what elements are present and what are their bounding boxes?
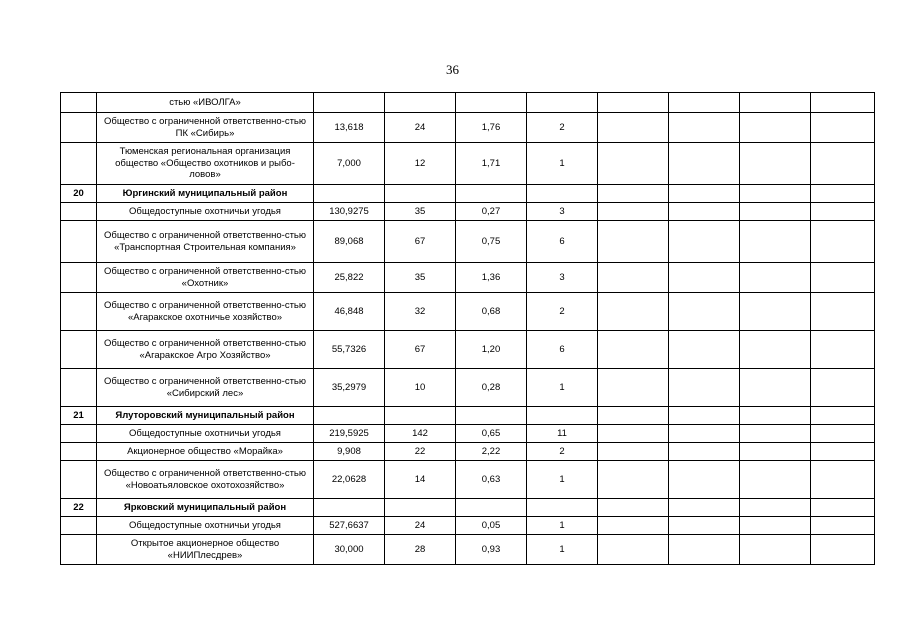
cell-empty: [598, 293, 669, 331]
cell-c3: 0,68: [456, 293, 527, 331]
cell-num: [61, 443, 97, 461]
cell-c3: [456, 93, 527, 113]
cell-name: Ялуторовский муниципальный район: [97, 407, 314, 425]
cell-empty: [598, 113, 669, 143]
cell-c2: 10: [385, 369, 456, 407]
cell-c1: 89,068: [314, 221, 385, 263]
cell-empty: [669, 517, 740, 535]
cell-c3: [456, 185, 527, 203]
cell-num: [61, 461, 97, 499]
cell-c4: 6: [527, 221, 598, 263]
cell-empty: [669, 113, 740, 143]
table-row: [61, 203, 875, 221]
cell-empty: [598, 517, 669, 535]
cell-c3: 0,65: [456, 425, 527, 443]
cell-empty: [811, 93, 875, 113]
table-row: [61, 331, 875, 369]
table-row: [61, 535, 875, 565]
cell-empty: [669, 143, 740, 185]
cell-num: [61, 263, 97, 293]
cell-c4: 3: [527, 263, 598, 293]
cell-c1: 13,618: [314, 113, 385, 143]
cell-c2: [385, 185, 456, 203]
cell-empty: [598, 425, 669, 443]
cell-empty: [669, 93, 740, 113]
cell-empty: [740, 407, 811, 425]
table-body: [61, 93, 875, 565]
cell-c4: 1: [527, 369, 598, 407]
cell-c1: [314, 407, 385, 425]
page-number: 36: [446, 62, 459, 77]
cell-empty: [598, 185, 669, 203]
cell-num: [61, 113, 97, 143]
cell-c3: 1,76: [456, 113, 527, 143]
table-row: [61, 263, 875, 293]
district-row: [61, 185, 875, 203]
cell-name: Общедоступные охотничьи угодья: [97, 425, 314, 443]
cell-empty: [740, 517, 811, 535]
cell-empty: [669, 293, 740, 331]
cell-empty: [811, 263, 875, 293]
cell-empty: [811, 499, 875, 517]
cell-empty: [740, 461, 811, 499]
cell-c4: 2: [527, 113, 598, 143]
cell-empty: [669, 369, 740, 407]
cell-c2: 32: [385, 293, 456, 331]
cell-num: [61, 203, 97, 221]
cell-c2: [385, 93, 456, 113]
cell-c4: 1: [527, 461, 598, 499]
cell-c4: 1: [527, 535, 598, 565]
cell-num: [61, 425, 97, 443]
cell-c4: 2: [527, 293, 598, 331]
cell-c3: 0,27: [456, 203, 527, 221]
cell-name: Открытое акционерное общество «НИИПлесдрев»: [97, 535, 314, 565]
cell-empty: [740, 143, 811, 185]
cell-c1: 30,000: [314, 535, 385, 565]
cell-empty: [598, 461, 669, 499]
cell-empty: [669, 203, 740, 221]
cell-name: Общедоступные охотничьи угодья: [97, 203, 314, 221]
cell-empty: [740, 221, 811, 263]
cell-c1: 35,2979: [314, 369, 385, 407]
cell-c4: [527, 499, 598, 517]
cell-empty: [740, 425, 811, 443]
table-row: [61, 143, 875, 185]
cell-c4: 6: [527, 331, 598, 369]
cell-empty: [811, 331, 875, 369]
cell-empty: [669, 499, 740, 517]
cell-empty: [598, 143, 669, 185]
table-row: [61, 517, 875, 535]
cell-empty: [811, 369, 875, 407]
cell-empty: [740, 443, 811, 461]
hunting-grounds-table: [60, 92, 875, 565]
cell-empty: [740, 203, 811, 221]
cell-empty: [598, 535, 669, 565]
cell-num: [61, 221, 97, 263]
cell-name: Общество с ограниченной ответственно-стью «Сибирский лес»: [97, 369, 314, 407]
cell-empty: [598, 443, 669, 461]
cell-c1: 9,908: [314, 443, 385, 461]
cell-num: 20: [61, 185, 97, 203]
cell-empty: [811, 143, 875, 185]
cell-name: Тюменская региональная организация общество «Общество охотников и рыбо-ловов»: [97, 143, 314, 185]
cell-c1: 22,0628: [314, 461, 385, 499]
cell-c1: 7,000: [314, 143, 385, 185]
cell-empty: [598, 93, 669, 113]
cell-empty: [811, 535, 875, 565]
cell-c2: 12: [385, 143, 456, 185]
cell-c2: 35: [385, 203, 456, 221]
cell-name: Акционерное общество «Морайка»: [97, 443, 314, 461]
cell-empty: [740, 113, 811, 143]
cell-c1: 219,5925: [314, 425, 385, 443]
cell-c4: [527, 93, 598, 113]
cell-name: Общедоступные охотничьи угодья: [97, 517, 314, 535]
district-row: [61, 499, 875, 517]
cell-name: Общество с ограниченной ответственно-стью «Агаракское Агро Хозяйство»: [97, 331, 314, 369]
table-row: [61, 93, 875, 113]
cell-empty: [811, 443, 875, 461]
cell-num: [61, 535, 97, 565]
cell-empty: [740, 93, 811, 113]
cell-name: Юргинский муниципальный район: [97, 185, 314, 203]
cell-name: Общество с ограниченной ответственно-стью ПК «Сибирь»: [97, 113, 314, 143]
cell-empty: [811, 113, 875, 143]
cell-c4: 3: [527, 203, 598, 221]
district-row: [61, 407, 875, 425]
cell-empty: [811, 425, 875, 443]
cell-c2: 22: [385, 443, 456, 461]
cell-c4: 2: [527, 443, 598, 461]
cell-c4: [527, 407, 598, 425]
cell-empty: [598, 263, 669, 293]
cell-c1: 46,848: [314, 293, 385, 331]
cell-empty: [669, 331, 740, 369]
cell-c2: 14: [385, 461, 456, 499]
cell-c3: [456, 407, 527, 425]
cell-empty: [740, 369, 811, 407]
cell-c3: 1,71: [456, 143, 527, 185]
cell-name: Общество с ограниченной ответственно-стью «Транспортная Строительная компания»: [97, 221, 314, 263]
cell-c4: [527, 185, 598, 203]
cell-c2: 67: [385, 331, 456, 369]
cell-num: [61, 369, 97, 407]
table-row: [61, 221, 875, 263]
cell-empty: [811, 221, 875, 263]
cell-empty: [669, 535, 740, 565]
cell-c3: 0,63: [456, 461, 527, 499]
cell-c2: 67: [385, 221, 456, 263]
cell-empty: [669, 425, 740, 443]
table-row: [61, 293, 875, 331]
cell-name: Ярковский муниципальный район: [97, 499, 314, 517]
cell-c1: [314, 499, 385, 517]
cell-empty: [811, 461, 875, 499]
cell-c2: 28: [385, 535, 456, 565]
cell-name: Общество с ограниченной ответственно-стью «Охотник»: [97, 263, 314, 293]
cell-empty: [811, 407, 875, 425]
cell-num: [61, 93, 97, 113]
cell-c1: [314, 185, 385, 203]
cell-c1: 55,7326: [314, 331, 385, 369]
cell-empty: [811, 293, 875, 331]
cell-empty: [598, 407, 669, 425]
cell-c2: 24: [385, 113, 456, 143]
cell-empty: [740, 185, 811, 203]
cell-c1: [314, 93, 385, 113]
table-row: [61, 443, 875, 461]
cell-empty: [669, 443, 740, 461]
cell-empty: [669, 263, 740, 293]
cell-c2: [385, 407, 456, 425]
cell-empty: [811, 185, 875, 203]
cell-empty: [598, 203, 669, 221]
cell-c4: 1: [527, 517, 598, 535]
cell-c3: 0,28: [456, 369, 527, 407]
cell-c1: 25,822: [314, 263, 385, 293]
cell-name: Общество с ограниченной ответственно-стью «Новоатьяловское охотохозяйство»: [97, 461, 314, 499]
cell-empty: [669, 221, 740, 263]
cell-empty: [598, 331, 669, 369]
cell-name: стью «ИВОЛГА»: [97, 93, 314, 113]
table-row: [61, 425, 875, 443]
cell-empty: [811, 203, 875, 221]
cell-empty: [740, 293, 811, 331]
cell-c3: 2,22: [456, 443, 527, 461]
cell-c4: 1: [527, 143, 598, 185]
table-row: [61, 113, 875, 143]
cell-empty: [740, 331, 811, 369]
cell-empty: [811, 517, 875, 535]
cell-c4: 11: [527, 425, 598, 443]
cell-empty: [598, 499, 669, 517]
cell-c2: 142: [385, 425, 456, 443]
cell-empty: [598, 221, 669, 263]
table-row: [61, 369, 875, 407]
cell-empty: [740, 263, 811, 293]
table-row: [61, 461, 875, 499]
cell-empty: [598, 369, 669, 407]
cell-num: [61, 143, 97, 185]
cell-c3: [456, 499, 527, 517]
cell-c1: 527,6637: [314, 517, 385, 535]
cell-c2: 24: [385, 517, 456, 535]
cell-c2: 35: [385, 263, 456, 293]
cell-name: Общество с ограниченной ответственно-стью «Агаракское охотничье хозяйство»: [97, 293, 314, 331]
cell-num: [61, 331, 97, 369]
cell-c3: 0,93: [456, 535, 527, 565]
cell-c3: 0,05: [456, 517, 527, 535]
cell-num: [61, 517, 97, 535]
cell-empty: [669, 185, 740, 203]
cell-num: 21: [61, 407, 97, 425]
cell-empty: [740, 535, 811, 565]
cell-c3: 1,20: [456, 331, 527, 369]
cell-empty: [669, 407, 740, 425]
cell-num: 22: [61, 499, 97, 517]
cell-c2: [385, 499, 456, 517]
cell-c3: 1,36: [456, 263, 527, 293]
cell-c3: 0,75: [456, 221, 527, 263]
cell-c1: 130,9275: [314, 203, 385, 221]
cell-num: [61, 293, 97, 331]
cell-empty: [669, 461, 740, 499]
cell-empty: [740, 499, 811, 517]
